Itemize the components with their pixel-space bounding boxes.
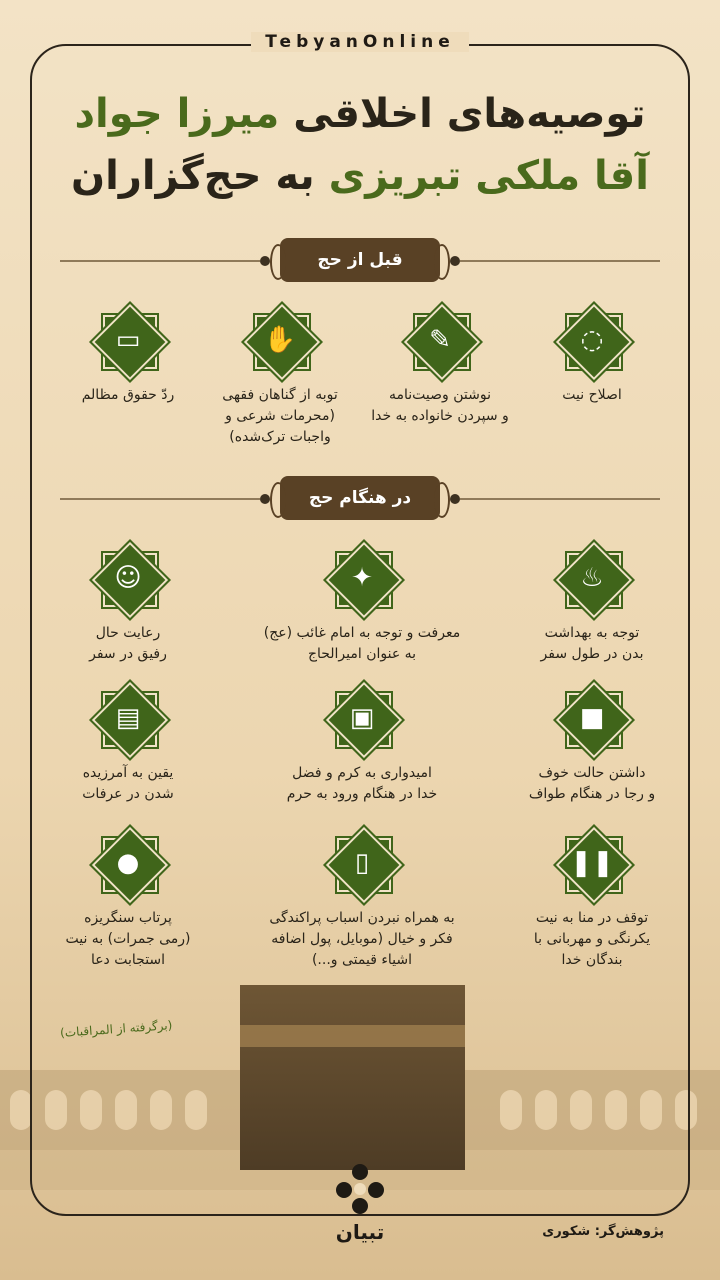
item-label: ردّ حقوق مظالم (81, 387, 175, 403)
title-line1-part2: میرزا جواد (74, 91, 280, 137)
hygiene-icon: ♨ (557, 543, 627, 613)
section-title-before: قبل از حج (280, 238, 440, 282)
logo-text: تبیان (335, 1220, 385, 1244)
item-during-3 (33, 543, 223, 665)
praying-hands-icon: ✋ (245, 305, 315, 375)
item-during-6 (33, 683, 223, 805)
item-during-2 (247, 543, 477, 665)
divider-line (60, 260, 260, 262)
item-label: توبه از گناهان فقهی (محرمات شرعی و واجبات ترک‌شده) (222, 387, 338, 445)
item-label: توقف در منا به نیت یکرنگی و مهربانی با بندگان خدا (533, 910, 651, 968)
companions-icon: ☺ (93, 543, 163, 613)
title-line-2 (40, 148, 680, 204)
kaaba-front-icon: ▣ (327, 683, 397, 753)
item-during-5 (262, 683, 462, 805)
mobile-icon: ▯ (327, 828, 397, 898)
document-pen-icon: ✎ (405, 305, 475, 375)
item-during-1 (497, 543, 687, 665)
item-during-9 (33, 828, 223, 971)
section-header-before (60, 236, 660, 284)
item-label: نوشتن وصیت‌نامه و سپردن خانواده به خدا (371, 387, 509, 424)
item-label: پرتاب سنگریزه (رمی جمرات) به نیت استجابت دعا (65, 910, 191, 968)
researcher-credit: پژوهش‌گر: شکوری (542, 1224, 664, 1239)
section-header-during (60, 474, 660, 522)
divider-dot (450, 494, 460, 504)
item-label: امیدواری به کرم و فضل خدا در هنگام ورود به حرم (286, 765, 438, 802)
divider-line (460, 260, 660, 262)
divider-dot (260, 494, 270, 504)
item-label: به همراه نبردن اسباب پراکندگی فکر و خیال (موبایل، پول اضافه اشیاء قیمتی و...) (269, 910, 455, 968)
section-title-during: در هنگام حج (280, 476, 440, 520)
pause-icon: ❚❚ (557, 828, 627, 898)
money-icon: ▭ (93, 305, 163, 375)
item-label: یقین به آمرزیده شدن در عرفات (82, 765, 174, 802)
title-line2-part2: به حج‌گزاران (71, 153, 315, 199)
item-before-4 (33, 305, 223, 406)
kaaba-icon: ■ (557, 683, 627, 753)
item-label: اصلاح نیت (562, 387, 622, 403)
item-during-4 (497, 683, 687, 805)
item-label: معرفت و توجه به امام غائب (عج) به عنوان امیرالحاج (263, 625, 461, 662)
tebyan-logo-icon (330, 1162, 390, 1214)
item-label: توجه به بهداشت بدن در طول سفر (540, 625, 644, 662)
title-line1-part1: توصیه‌های اخلاقی (293, 91, 646, 137)
divider-line (460, 498, 660, 500)
title-line2-part1: آقا ملکی تبریزی (328, 153, 649, 199)
quran-icon: ▤ (93, 683, 163, 753)
pebbles-icon: ● (93, 828, 163, 898)
title-line-1 (40, 86, 680, 142)
rosary-icon: ◌ (557, 305, 627, 375)
divider-dot (450, 256, 460, 266)
divider-line (60, 498, 260, 500)
item-during-8 (247, 828, 477, 971)
source-note: (برگرفته از المراقبات) (59, 1018, 173, 1040)
brand-header (0, 32, 720, 52)
item-label: رعایت حال رفیق در سفر (89, 625, 167, 662)
divider-dot (260, 256, 270, 266)
item-during-7 (497, 828, 687, 971)
item-label: داشتن حالت خوف و رجا در هنگام طواف (528, 765, 656, 802)
calligraphy-icon: ✦ (327, 543, 397, 613)
brand-text: TebyanOnline (251, 32, 469, 52)
